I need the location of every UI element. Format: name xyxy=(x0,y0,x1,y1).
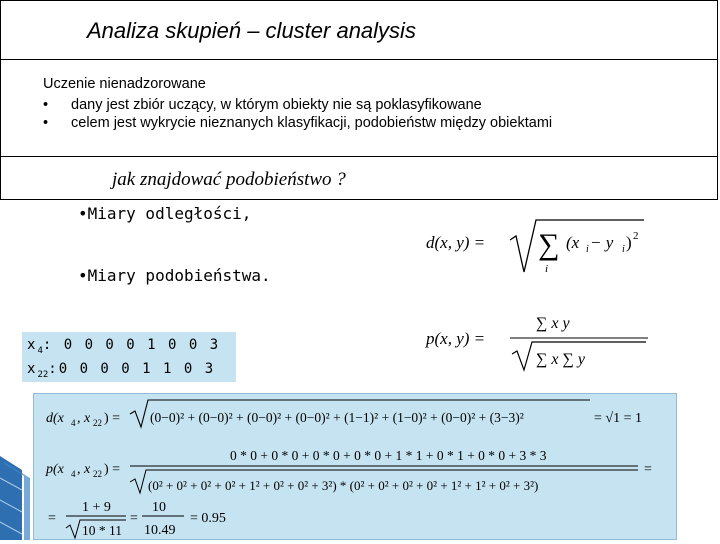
svg-text:− y: − y xyxy=(590,233,614,252)
vectors-box xyxy=(22,332,236,382)
similarity-lhs: p(x, y) = xyxy=(426,329,486,348)
similarity-formula xyxy=(424,306,654,374)
svg-text:2: 2 xyxy=(633,230,639,242)
svg-text:): ) xyxy=(626,233,632,252)
bullet-icon: • xyxy=(43,97,49,113)
svg-text:= 0.95: = 0.95 xyxy=(190,511,226,526)
bullet-text: dany jest zbiór uczący, w którym obiekty nie są poklasyfikowane xyxy=(71,97,482,113)
svg-text:22: 22 xyxy=(93,418,102,428)
sum-index: i xyxy=(545,263,549,275)
svg-text:, x: , x xyxy=(77,411,91,426)
decorative-stripes xyxy=(0,456,34,540)
calculation-formulas xyxy=(34,394,676,539)
svg-text:) =: ) = xyxy=(104,411,121,426)
similarity-denominator-calc: (0² + 0² + 0² + 0² + 1² + 0² + 0² + 3²) * (0² + 0² + 0² + 0² + 1² + 1² + 0² + 3²) xyxy=(148,478,539,493)
list-item xyxy=(43,114,623,132)
sum-symbol: ∑ xyxy=(538,228,560,261)
measure-distance: •Miary odległości, xyxy=(78,204,252,223)
svg-text:=: = xyxy=(644,462,652,477)
calculation-box xyxy=(33,393,677,540)
distance-body: (x xyxy=(566,233,580,252)
question-heading: jak znajdować podobieństwo ? xyxy=(112,169,346,190)
svg-text:p(x: p(x xyxy=(46,462,64,477)
svg-text:10 * 11: 10 * 11 xyxy=(82,523,122,538)
similarity-numerator: ∑ x y xyxy=(536,315,570,332)
vector-x4: $x_4$: 0 0 0 0 1 0 0 3 xyxy=(27,337,221,356)
vector-x22: $x_{22}:0$ 0 0 0 1 1 0 3 xyxy=(27,361,216,380)
question-box xyxy=(0,156,718,200)
bullet-icon: • xyxy=(43,115,49,131)
svg-text:i: i xyxy=(622,244,625,255)
svg-text:i: i xyxy=(586,244,589,255)
svg-text:10.49: 10.49 xyxy=(144,523,176,538)
distance-lhs: d(x, y) = xyxy=(426,233,486,252)
bullet-list xyxy=(43,96,623,132)
title-box xyxy=(0,0,718,60)
svg-text:d(x: d(x xyxy=(46,411,64,426)
svg-text:22: 22 xyxy=(93,469,102,479)
intro-section xyxy=(0,60,718,156)
svg-text:10: 10 xyxy=(152,500,166,515)
distance-formula xyxy=(424,212,648,282)
bullet-text: celem jest wykrycie nieznanych klasyfikacji, podobieństw między obiektami xyxy=(71,115,553,131)
svg-text:1 + 9: 1 + 9 xyxy=(82,500,111,515)
svg-text:4: 4 xyxy=(71,469,76,479)
svg-text:= √1 = 1: = √1 = 1 xyxy=(594,411,642,426)
svg-text:=: = xyxy=(130,511,138,526)
intro-heading: Uczenie nienadzorowane xyxy=(43,76,206,92)
svg-text:, x: , x xyxy=(77,462,91,477)
similarity-denominator: ∑ x ∑ y xyxy=(536,351,586,368)
slide-title: Analiza skupień – cluster analysis xyxy=(87,18,416,43)
svg-text:4: 4 xyxy=(71,418,76,428)
similarity-numerator-calc: 0 * 0 + 0 * 0 + 0 * 0 + 0 * 0 + 1 * 1 + 0 * 1 + 0 * 0 + 3 * 3 xyxy=(230,448,547,463)
svg-text:) =: ) = xyxy=(104,462,121,477)
measure-similarity: •Miary podobieństwa. xyxy=(78,266,271,285)
svg-text:=: = xyxy=(48,511,56,526)
list-item xyxy=(43,96,623,114)
distance-calculation: (0−0)² + (0−0)² + (0−0)² + (0−0)² + (1−1)² + (1−0)² + (0−0)² + (3−3)² xyxy=(150,410,524,425)
